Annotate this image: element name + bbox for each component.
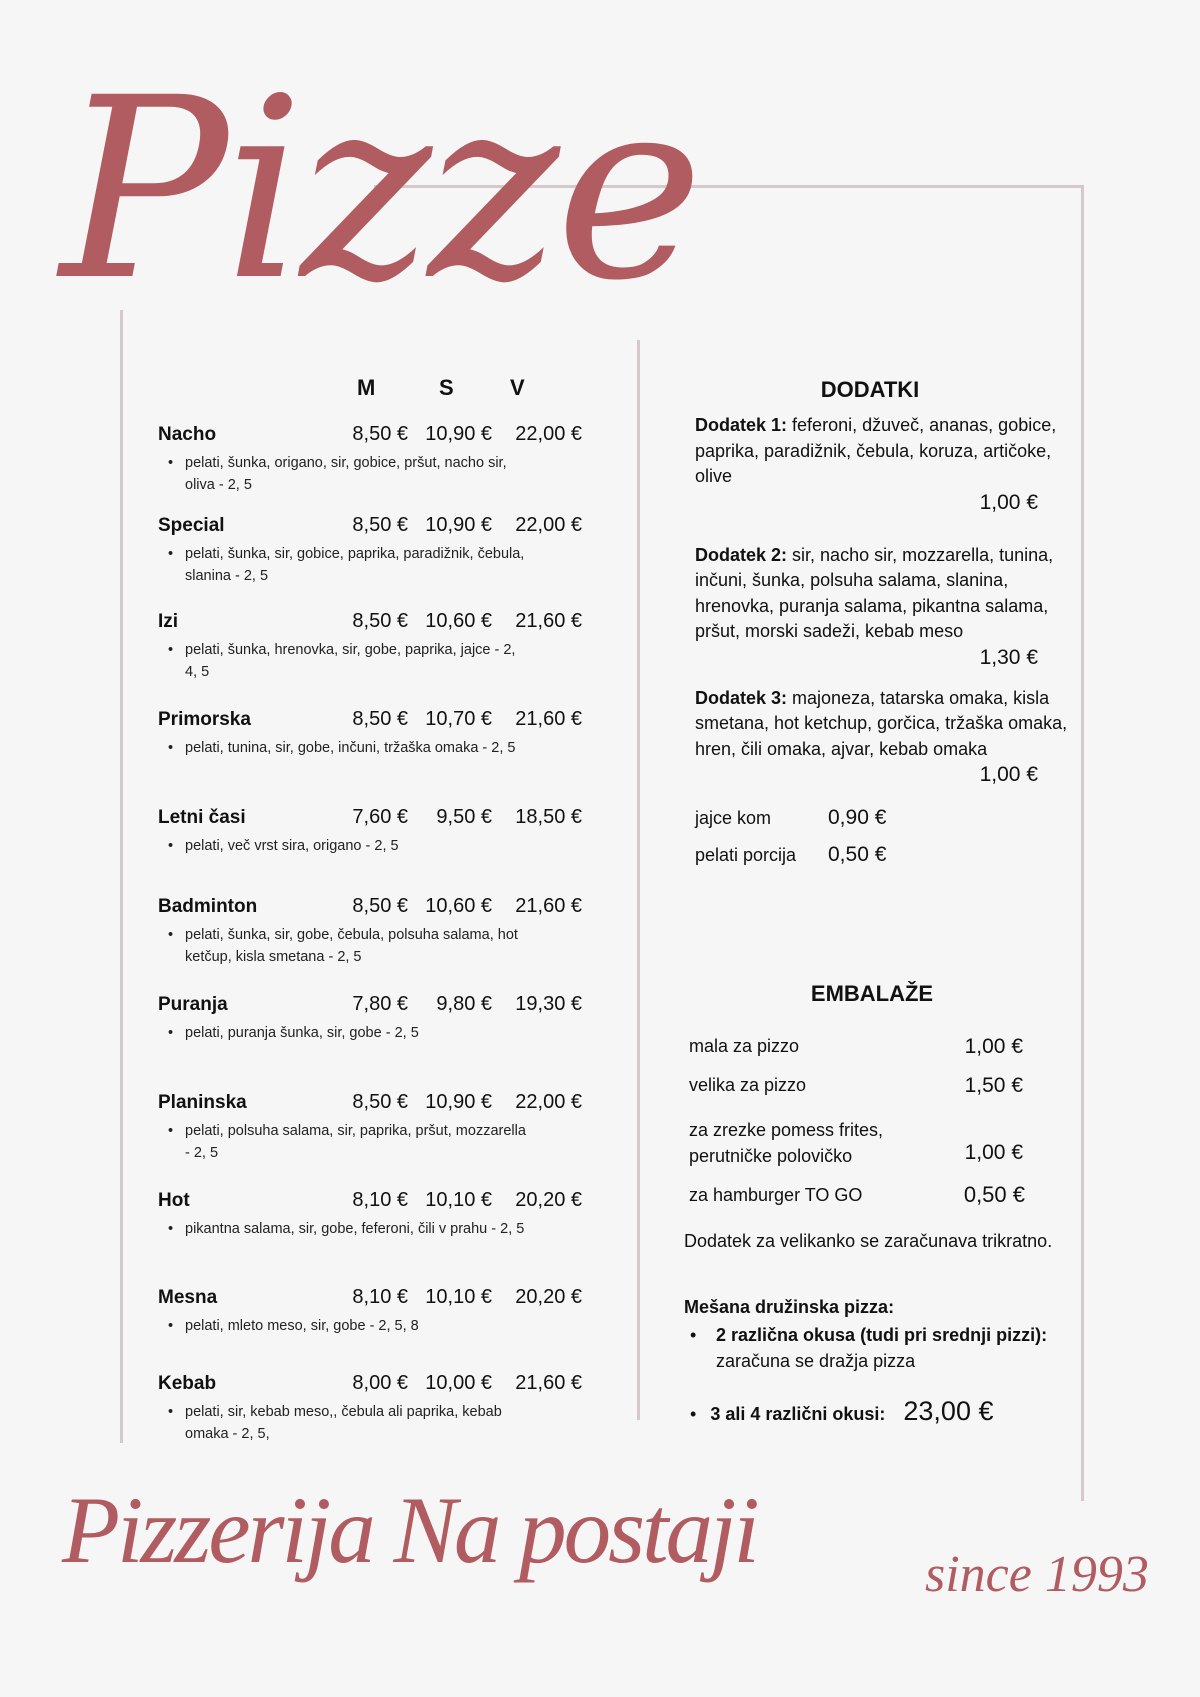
family-bullet-1-bold: 2 različna okusa (tudi pri srednji pizzi):	[716, 1325, 1048, 1345]
pizza-price-s: 10,90 €	[425, 423, 492, 445]
embalaze-title: EMBALAŽE	[810, 981, 934, 1006]
pizza-price-v: 22,00 €	[515, 1091, 582, 1113]
pizza-price-v: 19,30 €	[515, 993, 582, 1015]
pizza-price-m: 8,50 €	[352, 423, 408, 445]
pizza-price-s: 10,00 €	[425, 1372, 492, 1394]
family-title: Mešana družinska pizza:	[684, 1297, 895, 1317]
pizza-ingredients: pelati, več vrst sira, origano - 2, 5	[185, 838, 399, 854]
extra-row-pelati	[695, 843, 1075, 880]
pizza-ingredients: pikantna salama, sir, gobe, feferoni, čili v prahu - 2, 5	[185, 1221, 525, 1237]
pizza-description	[168, 543, 528, 587]
pizza-name: Special	[158, 515, 225, 536]
dodatek-1	[695, 413, 1075, 490]
embalaza-price-small: 1,00 €	[964, 1035, 1023, 1058]
pizza-name: Primorska	[158, 709, 251, 730]
pizza-price-m: 8,50 €	[352, 610, 408, 632]
pizza-name: Mesna	[158, 1287, 218, 1308]
pizza-ingredients: pelati, tunina, sir, gobe, inčuni, tržaška omaka - 2, 5	[185, 740, 516, 756]
bullet-icon: •	[168, 1123, 174, 1139]
family-bullet-1	[690, 1322, 1080, 1374]
pizza-price-m: 8,10 €	[352, 1189, 408, 1211]
size-header-s: S	[439, 375, 454, 400]
pizza-price-m: 8,50 €	[352, 895, 408, 917]
pizza-description	[168, 1315, 528, 1337]
pizza-name: Nacho	[158, 424, 217, 445]
page-title: Pizze	[60, 44, 700, 335]
bullet-icon: •	[168, 838, 174, 854]
pizza-ingredients: pelati, šunka, sir, gobe, čebula, polsuha salama, hot ketčup, kisla smetana - 2, 5	[185, 927, 518, 965]
pizza-price-v: 21,60 €	[515, 610, 582, 632]
pizza-price-s: 10,70 €	[425, 708, 492, 730]
pizza-name: Puranja	[158, 994, 228, 1015]
dodatek-3-price: 1,00 €	[979, 763, 1038, 786]
pizza-price-m: 8,50 €	[352, 514, 408, 536]
bullet-icon: •	[168, 546, 174, 562]
column-divider	[637, 340, 640, 1420]
pizza-price-v: 22,00 €	[515, 423, 582, 445]
dodatek-1-price: 1,00 €	[979, 490, 1038, 514]
pizza-price-v: 20,20 €	[515, 1286, 582, 1308]
family-bullet-1-rest: zaračuna se dražja pizza	[716, 1351, 916, 1371]
pizza-price-m: 8,50 €	[352, 1091, 408, 1113]
frame-right-line	[1081, 185, 1084, 1501]
pizza-ingredients: pelati, šunka, hrenovka, sir, gobe, paprika, jajce - 2, 4, 5	[185, 642, 516, 680]
pizza-ingredients: pelati, polsuha salama, sir, paprika, pršut, mozzarella - 2, 5	[185, 1123, 526, 1161]
pizza-price-m: 8,00 €	[352, 1372, 408, 1394]
extra-row-egg	[695, 806, 1075, 843]
bullet-icon: •	[168, 927, 174, 943]
dodatki-column	[695, 413, 1075, 880]
pizza-price-s: 10,60 €	[425, 610, 492, 632]
embalaza-label-fries: za zrezke pomess frites, perutničke polovičko	[689, 1120, 884, 1166]
bullet-icon: •	[690, 1325, 697, 1345]
size-header-v: V	[510, 375, 525, 400]
embalaza-price-burger: 0,50 €	[963, 1182, 1025, 1207]
dodatek-2-items: sir, nacho sir, mozzarella, tunina, inčuni, šunka, polsuha salama, slanina, hrenovka, puranja salama, pikantna salama, pršut, morski sadeži, kebab meso	[695, 544, 1054, 641]
pizza-price-s: 9,80 €	[436, 993, 492, 1015]
pizza-ingredients: pelati, mleto meso, sir, gobe - 2, 5, 8	[185, 1318, 419, 1334]
pizza-name: Letni časi	[158, 807, 246, 828]
pizza-price-v: 21,60 €	[515, 895, 582, 917]
pizza-name: Kebab	[158, 1373, 217, 1394]
embalaza-price-fries: 1,00 €	[964, 1141, 1023, 1164]
bullet-icon: •	[168, 1221, 174, 1237]
pizza-description	[168, 835, 528, 857]
embalaza-label-small: mala za pizzo	[689, 1036, 800, 1056]
bullet-icon: •	[168, 455, 174, 471]
footer-restaurant-name: Pizzerija Na postaji	[62, 1477, 757, 1583]
bullet-icon: •	[168, 1025, 174, 1041]
embalaze-note: Dodatek za velikanko se zaračunava trikratno.	[684, 1231, 1053, 1251]
family-bullet-2	[690, 1396, 993, 1427]
bullet-icon: •	[168, 642, 174, 658]
pizza-price-s: 9,50 €	[436, 806, 492, 828]
dodatek-2-price: 1,30 €	[979, 645, 1038, 669]
dodatek-2	[695, 543, 1075, 645]
extra-price-egg: 0,90 €	[828, 806, 887, 829]
pizza-price-v: 22,00 €	[515, 514, 582, 536]
size-header-m: M	[357, 375, 376, 400]
pizza-price-s: 10,60 €	[425, 895, 492, 917]
pizza-description	[168, 452, 528, 496]
pizza-price-m: 8,10 €	[352, 1286, 408, 1308]
dodatek-3	[695, 686, 1075, 763]
pizza-name: Planinska	[158, 1092, 247, 1113]
pizza-description	[168, 924, 528, 968]
embalaza-label-burger: za hamburger TO GO	[689, 1185, 863, 1205]
pizza-ingredients: pelati, šunka, sir, gobice, paprika, paradižnik, čebula, slanina - 2, 5	[185, 546, 525, 584]
family-bullet-2-bold: 3 ali 4 različni okusi:	[710, 1404, 886, 1424]
pizza-price-m: 7,60 €	[352, 806, 408, 828]
dodatek-1-items: feferoni, džuveč, ananas, gobice, paprika, paradižnik, čebula, koruza, artičoke, olive	[695, 415, 1057, 486]
pizza-price-v: 21,60 €	[515, 708, 582, 730]
extra-price-pelati: 0,50 €	[828, 843, 887, 866]
pizza-ingredients: pelati, šunka, origano, sir, gobice, pršut, nacho sir, oliva - 2, 5	[185, 455, 507, 493]
dodatek-2-label: Dodatek 2:	[695, 544, 788, 565]
pizza-description	[168, 639, 528, 683]
pizza-price-v: 20,20 €	[515, 1189, 582, 1211]
pizza-price-s: 10,90 €	[425, 514, 492, 536]
pizza-description	[168, 1218, 528, 1240]
bullet-icon: •	[168, 1318, 174, 1334]
dodatek-3-label: Dodatek 3:	[695, 687, 788, 708]
dodatek-1-label: Dodatek 1:	[695, 415, 788, 435]
bullet-icon: •	[690, 1404, 697, 1424]
dodatki-title: DODATKI	[820, 377, 920, 402]
pizza-price-v: 18,50 €	[515, 806, 582, 828]
pizza-name: Izi	[158, 611, 179, 632]
pizza-price-s: 10,90 €	[425, 1091, 492, 1113]
frame-left-line	[120, 310, 123, 1443]
pizza-description	[168, 1401, 528, 1445]
pizza-description	[168, 1022, 528, 1044]
extra-label-pelati: pelati porcija	[695, 845, 797, 865]
pizza-description	[168, 737, 528, 759]
bullet-icon: •	[168, 1404, 174, 1420]
bullet-icon: •	[168, 740, 174, 756]
embalaza-label-large: velika za pizzo	[689, 1075, 807, 1095]
pizza-price-m: 8,50 €	[352, 708, 408, 730]
pizza-description	[168, 1120, 528, 1164]
pizza-price-m: 7,80 €	[352, 993, 408, 1015]
extra-label-egg: jajce kom	[695, 808, 772, 828]
pizza-name: Hot	[158, 1190, 190, 1211]
embalaza-price-large: 1,50 €	[964, 1074, 1023, 1097]
dodatek-3-items: majoneza, tatarska omaka, kisla smetana, hot ketchup, gorčica, tržaška omaka, hren, čili omaka, ajvar, kebab omaka	[695, 687, 1068, 759]
pizza-ingredients: pelati, puranja šunka, sir, gobe - 2, 5	[185, 1025, 419, 1041]
pizza-price-v: 21,60 €	[515, 1372, 582, 1394]
pizza-name: Badminton	[158, 896, 258, 917]
pizza-price-s: 10,10 €	[425, 1286, 492, 1308]
family-bullet-2-price: 23,00 €	[903, 1396, 994, 1426]
footer-since: since 1993	[925, 1546, 1149, 1603]
pizza-ingredients: pelati, sir, kebab meso,, čebula ali paprika, kebab omaka - 2, 5,	[185, 1404, 502, 1442]
pizza-price-s: 10,10 €	[425, 1189, 492, 1211]
